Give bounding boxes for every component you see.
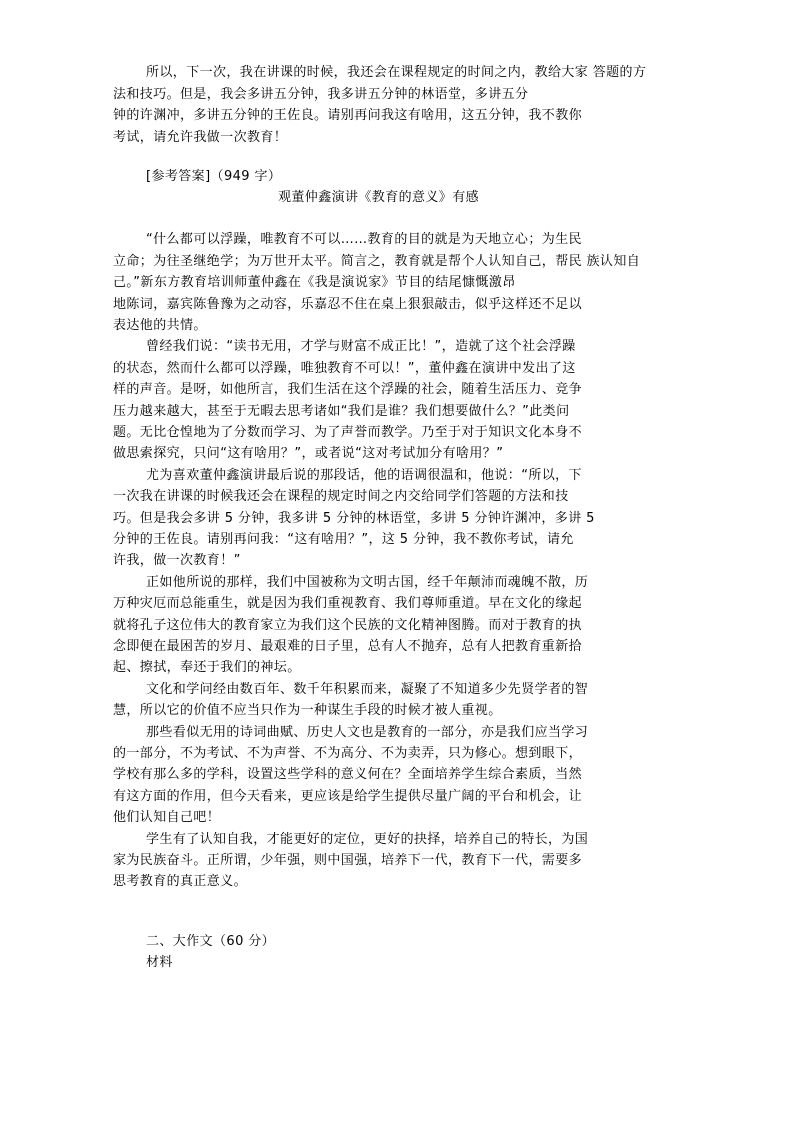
essay-line: 就将孔子这位伟大的教育家立为我们这个民族的文化精神图腾。而对于教育的执 bbox=[113, 618, 583, 633]
intro-line-1: 所以，下一次，我在讲课的时候，我还会在课程规定的时间之内，教给大家 答题的方 bbox=[146, 65, 647, 80]
essay-line: 巧。但是我会多讲 5 分钟，我多讲 5 分钟的林语堂，多讲 5 分钟许渊冲，多讲 5 bbox=[113, 511, 595, 526]
intro-line-2: 法和技巧。但是，我会多讲五分钟，我多讲五分钟的林语堂，多讲五分 bbox=[113, 87, 529, 102]
section-heading: 二、大作文（60 分） bbox=[146, 934, 276, 949]
essay-line: “什么都可以浮躁，唯教育不可以……教育的目的就是为天地立心；为生民 bbox=[146, 232, 582, 247]
essay-line: 题。无比仓惶地为了分数而学习、为了声誉而教学。乃至于对于知识文化本身不 bbox=[113, 425, 583, 440]
essay-line: 有这方面的作用，但今天看来，更应该是给学生提供尽量广阔的平台和机会，让 bbox=[113, 789, 583, 804]
essay-line: 学生有了认知自我，才能更好的定位，更好的抉择，培养自己的特长，为国 bbox=[146, 832, 589, 847]
essay-title: 观董仲鑫演讲《教育的意义》有感 bbox=[278, 190, 480, 205]
essay-line: 万种灾厄而总能重生，就是因为我们重视教育、我们尊师重道。早在文化的缘起 bbox=[113, 596, 583, 611]
essay-line: 学校有那么多的学科，设置这些学科的意义何在？全面培养学生综合素质，当然 bbox=[113, 767, 583, 782]
intro-line-4: 考试，请允许我做一次教育！ bbox=[113, 130, 288, 145]
essay-line: 地陈词，嘉宾陈鲁豫为之动容，乐嘉忍不住在桌上狠狠敲击，似乎这样还不足以 bbox=[113, 297, 583, 312]
essay-line: 他们认知自己吧！ bbox=[113, 810, 221, 825]
essay-line: 尤为喜欢董仲鑫演讲最后说的那段话，他的语调很温和，他说：“所以，下 bbox=[146, 468, 582, 483]
essay-line: 那些看似无用的诗词曲赋、历史人文也是教育的一部分，亦是我们应当学习 bbox=[146, 725, 589, 740]
section-subheading: 材料 bbox=[146, 955, 173, 970]
essay-line: 文化和学问经由数百年、数千年积累而来，凝聚了不知道多少先贤学者的智 bbox=[146, 682, 589, 697]
essay-line: 起、擦拭，奉还于我们的神坛。 bbox=[113, 660, 301, 675]
essay-line: 慧，所以它的价值不应当只作为一种谋生手段的时候才被人重视。 bbox=[113, 703, 502, 718]
essay-line: 分钟的王佐良。请别再问我：“这有啥用？”，这 5 分钟，我不教你考试，请允 bbox=[113, 532, 574, 547]
essay-line: 正如他所说的那样，我们中国被称为文明古国，经千年颠沛而魂魄不散，历 bbox=[146, 575, 589, 590]
essay-line: 念即便在最困苦的岁月、最艰难的日子里，总有人不抛弃，总有人把教育重新拾 bbox=[113, 639, 583, 654]
answer-label: [参考答案]（949 字） bbox=[146, 169, 282, 184]
essay-line: 己。”新东方教育培训师董仲鑫在《我是演说家》节目的结尾慷慨激昂 bbox=[113, 275, 516, 290]
essay-line: 的一部分，不为考试、不为声誉、不为高分、不为卖弄，只为修心。想到眼下， bbox=[113, 746, 583, 761]
essay-line: 的状态，然而什么都可以浮躁，唯独教育不可以！”，董仲鑫在演讲中发出了这 bbox=[113, 361, 576, 376]
essay-line: 思考教育的真正意义。 bbox=[113, 874, 248, 889]
essay-line: 立命；为往圣继绝学；为万世开太平。简言之，教育就是帮个人认知自己，帮民 族认知自 bbox=[113, 254, 641, 269]
essay-line: 做思索探究，只问“这有啥用？”，或者说“这对考试加分有啥用？” bbox=[113, 446, 504, 461]
essay-line: 曾经我们说：“读书无用，才学与财富不成正比！”，造就了这个社会浮躁 bbox=[146, 339, 576, 354]
essay-line: 许我，做一次教育！” bbox=[113, 553, 241, 568]
essay-line: 一次我在讲课的时候我还会在课程的规定时间之内交给同学们答题的方法和技 bbox=[113, 489, 569, 504]
essay-line: 家为民族奋斗。正所谓，少年强，则中国强，培养下一代，教育下一代，需要多 bbox=[113, 853, 583, 868]
essay-line: 压力越来越大，甚至于无暇去思考诸如“我们是谁？我们想要做什么？”此类问 bbox=[113, 404, 570, 419]
essay-line: 样的声音。是呀，如他所言，我们生活在这个浮躁的社会，随着生活压力、竞争 bbox=[113, 382, 583, 397]
essay-line: 表达他的共情。 bbox=[113, 318, 207, 333]
intro-line-3: 钟的许渊冲，多讲五分钟的王佐良。请别再问我这有啥用，这五分钟，我不教你 bbox=[113, 108, 583, 123]
